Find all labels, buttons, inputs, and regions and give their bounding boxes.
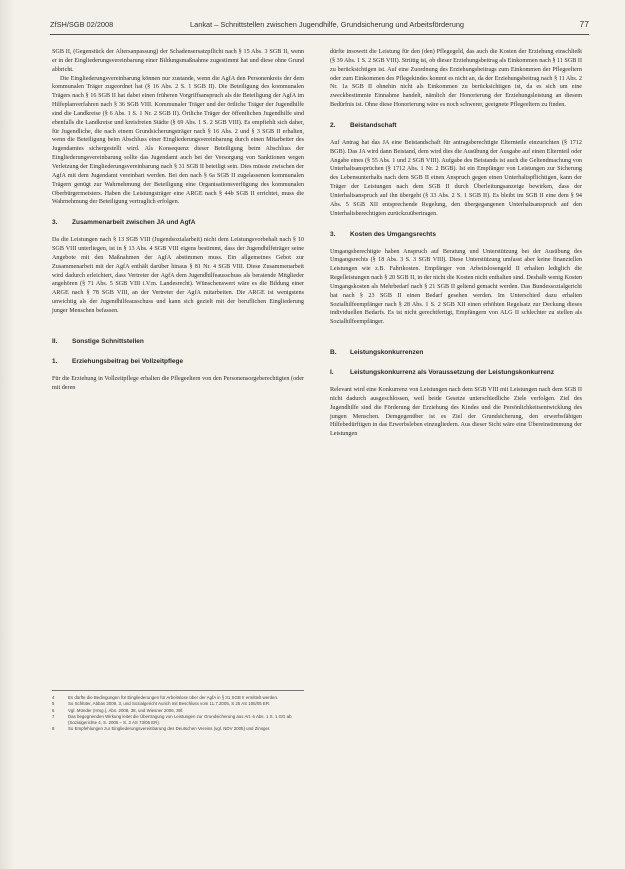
footnote-number: 6 — [52, 707, 55, 713]
section-number: 3. — [52, 219, 58, 227]
section-title: Sonstige Schnittstellen — [72, 337, 144, 345]
section-heading — [52, 338, 304, 346]
running-header — [50, 18, 589, 35]
section-number: B. — [330, 349, 337, 357]
left-column — [52, 48, 304, 392]
footnote — [52, 714, 304, 727]
paragraph: Auf Antrag hat das JA eine Beistandschaft für antragsberechtigte Elternteile einzurichten (§ 1712 BGB). Das JA wird dann Beistand, dem wird dies die Ausübung der Ausgabe auf einen Elternteil oder Angabe eines (§ 55 Abs. 1 und 2 SGB VIII). Aufgabe des Beistands ist auch die Geltendmachung von Unterhaltsansprüchen (§ 1712 Abs. 1 Nr. 2 BGB). Ist ein Empfänger von Leistungen zur Sicherung des Lebensunterhalts nach dem SGB II einen Anspruch gegen einen Unterhaltspflichtigen, kann der Träger der Leistungen nach dem SGB II durch Überleitungsanzeige bewirken, dass der Unterhaltsanspruch auf ihn übergeht (§ 33 Abs. 2 S. 1 SGB II). Es bleibt im SGB II eine dem § 94 Abs. 5 SGB XII entsprechende Regelung, den übergegangenen Unterhaltsanspruch auf den Unterhaltsberechtigten zurückzuübertragen. — [330, 139, 582, 217]
paragraph: Da die Leistungen nach § 13 SGB VIII (Jugendsozialarbeit) nicht dem Leistungsvorbehalt nach § 10 SGB VIII unterliegen, ist in § 13 Abs. 4 SGB VIII eigens bestimmt, dass der Jugendhilfeträger seine Angebote mit den Maßnahmen der AgfA abstimmen muss. Ein allgemeines Gebot zur Zusammenarbeit mit der AgfA enthält darüber hinaus § 81 Nr. 4 SGB VIII. Diese Zusammenarbeit wird dadurch erleichtert, dass Vertreter der AgfA dem Jugendhilfeausschuss als beratende Mitglieder angehören (§ 71 Abs. 5 SGB VIII i.V.m. Landesrecht). Wünschenswert wäre es die Bildung einer ARGE nach § 78 SGB VIII, an der Vertreter der AgfA mitarbeiten. Die ARGE ist wenigstens unwichtig als der Jugendhilfeausschuss und kann sich gezielt mit der beruflichen Eingliederung junger Menschen befassen. — [52, 237, 304, 314]
section-title: Kosten des Umgangsrechts — [350, 230, 436, 238]
section-title: Leistungskonkurrenz als Voraussetzung der Leistungskonkurrenz — [350, 369, 554, 377]
footnote-text: So Schlüter, Abbas 2009, 3, und Sozialgericht Aurich mit Beschluss vom 11.7.2005, S 25 AS 105/05 ER. — [68, 701, 271, 707]
paragraph: Für die Erziehung in Vollzeitpflege erhalten die Pflegeeltern von den Personensorgeberechtigten (oder mit deren — [52, 375, 304, 391]
section-number: 3. — [330, 230, 336, 238]
footnote — [52, 726, 304, 732]
section-title: Beistandschaft — [350, 121, 397, 129]
journal-reference: ZfSH/SGB 02/2008 — [50, 20, 114, 29]
paragraph: dürfte insoweit die Leistung für den (den) Pflegegeld, das auch die Kosten der Erziehung einschließt (§ 39 Abs. 1 S. 2 SGB VIII). Strittig ist, ob dieser Erziehungsbeitrag als Einkommen nach § 11 SGB II zu berücksichtigen ist. Auf eine Zuordnung des Erziehungsbeitrags zum Einkommen der Pflegeeltern oder zum Einkommen des Pflegekindes kommt es nicht an, da der Erziehungsbeitrag nach § 11 Abs. 2 Nr. 1a SGB II ohnehin nicht als Einkommen zu berücksichtigen ist, da es sich um eine zweckbestimmte Einnahme handelt, nämlich der Honorierung der Erziehungsleistung an diesem Bedürfnis ist. Ohne diese Honorierung wäre es noch schwerer, geeignete Pflegeeltern zu finden. — [330, 49, 582, 109]
section-heading — [330, 369, 582, 377]
page-number: 77 — [579, 19, 589, 29]
footnote-number: 8 — [52, 726, 55, 732]
footnote-number: 7 — [52, 713, 55, 719]
footnote-text: Das begegnenden Wirkung leitet die Übertragung von Leistungen zur Grundsicherung aus Art. 6 Abs. 1 S. 1 GG ab (Sozialgerichte 4, S. 2005 – S. 2 AS 73/05 ER). — [68, 713, 292, 726]
section-heading — [52, 219, 304, 227]
section-heading — [330, 231, 582, 239]
paragraph: Die Eingliederungsvereinbarung können nur zustande, wenn die AgfA den Personenkreis der dem kommunalen Träger zugeordnet hat (§ 16 Abs. 2 S. 1 SGB II). Die Beteiligung des kommunalen Trägers nach § 16 SGB II hat dabei einen früheren Vorgriffsanspruch als die Beteiligung der AgfA im Hilfeplanverfahren nach § 36 SGB VIII. Kommunaler Träger und der örtliche Träger der Jugendhilfe sind die Landkreise (§ 6 Abs. 1 S. 1 Nr. 2 SGB II). Örtliche Träger der öffentlichen Jugendhilfe sind ebenfalls die Landkreise und kreisfreien Städte (§ 69 Abs. 1 S. 2 SGB VIII). Es empfiehlt sich daher, für Jugendliche, die nach einem Grundsicherungsträger nach § 16 Abs. 2 und § 3 SGB II erhalten, wenn die Beteiligung beim Abschluss einer Eingliederungsvereinbarung durch einen Mitarbeiter des Jugendamtes sichergestellt wird. Als Konsequenz dieser Beteiligung beim Abschluss der Eingliederungsvereinbarung sollte das Jugendamt auch bei der Versorgung von Sanktionen wegen Verletzung der Eingliederungsvereinbarung nach § 31 SGB II beteiligt sein. Dies müsste zwischen der AgfA mit dem Jugendamt vereinbart werden. Bei den nach § 6a SGB II zugelassenen kommunalen Trägern genügt zur Wahrnehmung der Beteiligung eine Organisationsverfügung des kommunalen Oberbürgermeisters. Haben die Leistungsträger eine ARGE nach § 44b SGB II errichtet, muss die Wahrnehmung der Beteiligung vertraglich erfolgen. — [52, 75, 304, 206]
article-running-title: Lankat – Schnittstellen zwischen Jugendhilfe, Grundsicherung und Arbeitsförderung — [190, 20, 465, 29]
paragraph: Umgangsberechtigte haben Anspruch auf Beratung und Unterstützung bei der Ausübung des Umgangsrechts (§ 18 Abs. 3 S. 3 SGB VIII). Diese Unterstützung umfasst aber keine finanziellen Leistungen wie z.B. Fahrtkosten. Empfänger von Arbeitslosengeld II erhalten lediglich die Regelleistungen nach § 20 SGB II, in der nicht die Kosten nicht enthalten sind. Deshalb wenig Kosten Umgangskosten als Mehrbedarf nach § 21 SGB II geltend gemacht werden. Das Bundessozialgericht hat nach § 23 SGB II einen Bedarf gesehen werden. Im Unterschied dazu erhalten Sozialhilfeempfänger nach § 28 Abs. 1 S. 2 SGB XII einen erhöhten Regelsatz zur Deckung dieses individuellen Bedarfs. Es ist nicht gerechtfertigt, Empfängern von ALG II schlechter zu stellen als Sozialhilfeempfänger. — [330, 248, 582, 326]
section-title: Zusammenarbeit zwischen JA und AgfA — [72, 219, 196, 227]
page-edge-shadow — [0, 0, 14, 869]
section-heading — [330, 122, 582, 130]
footnote-number: 4 — [52, 695, 55, 700]
footnote-text: So Empfehlungen zur Eingliederungsvereinbarung des Deutschen Vereins (vgl. NDV 2005) und Zinsger. — [68, 726, 271, 732]
footnote-text: Vgl. Münder (Hrsg.), Abs. 2008, 38, und Wiesner 2006, 39f. — [68, 707, 184, 713]
section-number: 2. — [330, 121, 336, 129]
section-title: Leistungskonkurrenzen — [350, 349, 424, 357]
section-number: I. — [330, 369, 334, 377]
section-number: 1. — [52, 357, 58, 365]
paragraph: Relevant wird eine Konkurrenz von Leistungen nach dem SGB VIII mit Leistungen nach dem SGB II nicht dadurch ausgeschlossen, weil beide Gesetze unterschiedliche Ziele verfolgen. Ziel des Jugendhilfe sind die Förderung der Erziehung des Kindes und die Persönlichkeitsentwicklung des jungen Menschen. Demgegenüber ist es Ziel der Grundsicherung, den erwerbsfähigen Hilfebedürftigen in das Erwerbsleben einzugliedern. Aus dieser Sicht wäre eine Übereinstimmung der Leistungen — [330, 387, 582, 438]
section-number: II. — [52, 337, 58, 345]
section-heading — [330, 349, 582, 357]
paragraph: SGB II, (Gegenstück der Altersanpassung) der Schadensersatzpflicht nach § 15 Abs. 3 SGB II, wenn er in der Eingliederungsvereinbarung einer Bildungsmaßnahme zugestimmt hat und diese ohne Grund abbricht. — [52, 49, 304, 73]
section-title: Erziehungsbeitrag bei Vollzeitpflege — [72, 357, 184, 365]
footnote-text: Es dürfte die Bedingungen für Eingliederungen für Arbeitslose über der AgfA in § 31 SGB II ermittelt werden. — [68, 695, 279, 700]
right-column — [330, 48, 582, 439]
footnotes — [52, 690, 304, 733]
footnote-number: 5 — [52, 701, 55, 707]
section-heading — [52, 358, 304, 366]
